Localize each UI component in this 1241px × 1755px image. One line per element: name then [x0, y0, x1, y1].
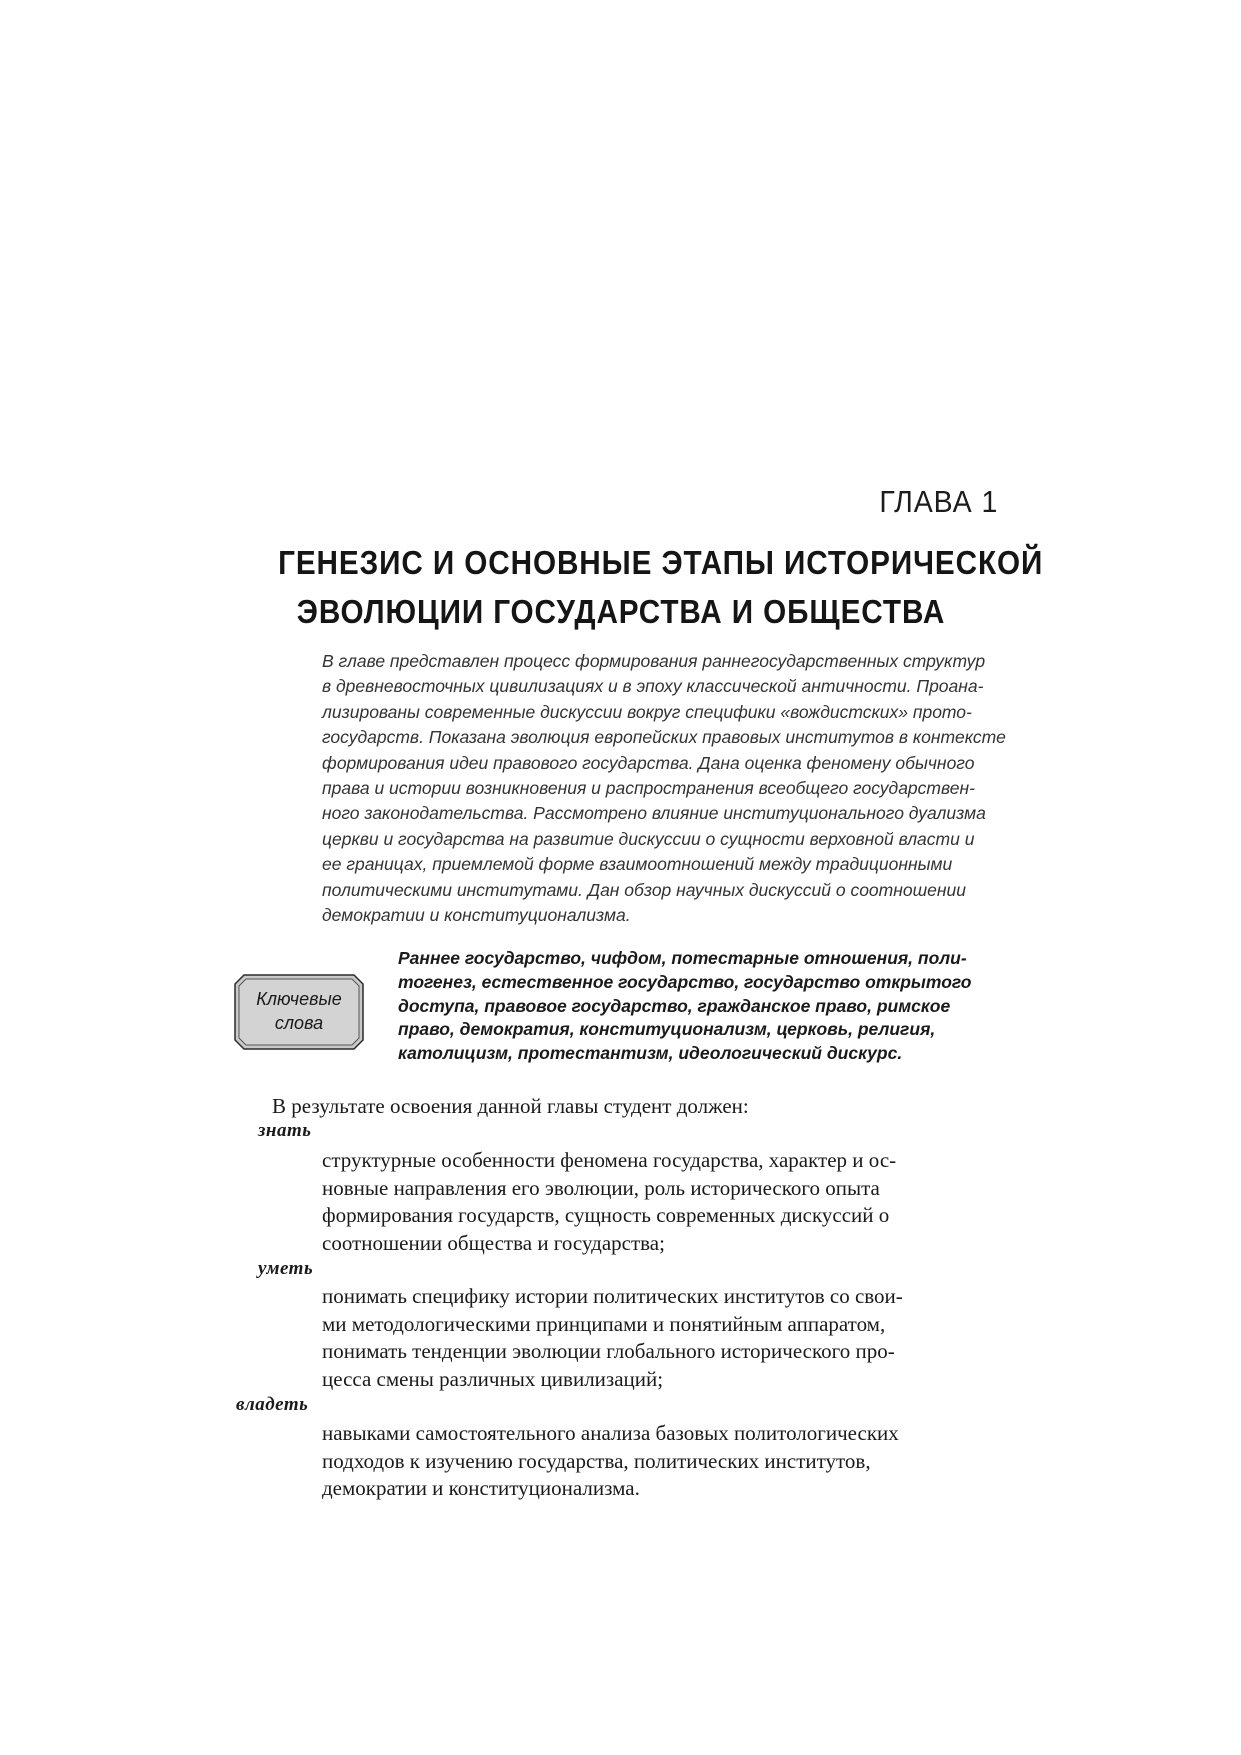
- abstract-line: государств. Показана эволюция европейских правовых институтов в контексте: [322, 727, 1006, 748]
- keywords-line: Раннее государство, чифдом, потестарные отношения, поли-: [398, 948, 967, 968]
- keywords-badge-label: [234, 987, 364, 1035]
- outcome-line: понимать тенденции эволюции глобального исторического про-: [322, 1339, 895, 1363]
- abstract-line: в древневосточных цивилизациях и в эпоху классической античности. Проана-: [322, 676, 984, 697]
- chapter-title-line: ЭВОЛЮЦИИ ГОСУДАРСТВА И ОБЩЕСТВА: [296, 593, 946, 630]
- keywords-badge: [234, 974, 364, 1050]
- outcome-line: цесса смены различных цивилизаций;: [322, 1366, 664, 1391]
- outcome-desc-can: [322, 1283, 1002, 1393]
- outcome-term-know: знать: [258, 1120, 312, 1141]
- keywords-line: католицизм, протестантизм, идеологический дискурс.: [398, 1043, 903, 1064]
- outcome-line: подходов к изучению государства, политических институтов,: [322, 1448, 871, 1473]
- keywords-list: [398, 947, 998, 1066]
- outcome-line: понимать специфику истории политических институтов со свои-: [322, 1284, 903, 1308]
- abstract-line: В главе представлен процесс формирования раннегосударственных структур: [322, 651, 986, 671]
- outcome-line: соотношении общества и государства;: [322, 1230, 665, 1255]
- outcome-line: навыками самостоятельного анализа базовых политологических: [322, 1421, 899, 1445]
- abstract-line: ного законодательства. Рассмотрено влияние институционального дуализма: [322, 803, 986, 824]
- keywords-line: тогенез, естественное государство, государство открытого: [398, 971, 972, 992]
- abstract-line: церкви и государства на развитие дискуссии о сущности верховной власти и: [322, 828, 975, 849]
- keywords-line: доступа, правовое государство, гражданское право, римское: [398, 995, 951, 1016]
- outcome-term-master: владеть: [236, 1394, 309, 1415]
- abstract-line: формирования идеи правового государства. Дана оценка феномену обычного: [322, 752, 975, 773]
- abstract-line: права и истории возникновения и распространения всеобщего государствен-: [322, 778, 975, 799]
- chapter-label: ГЛАВА 1: [879, 484, 998, 519]
- outcome-term-can: уметь: [258, 1258, 314, 1279]
- outcome-line: ми методологическими принципами и понятийным аппаратом,: [322, 1311, 886, 1336]
- abstract-line: политическими институтами. Дан обзор научных дискуссий о соотношении: [322, 879, 966, 900]
- chapter-abstract: [322, 649, 1006, 928]
- outcome-desc-master: [322, 1420, 1002, 1503]
- abstract-line: демократии и конституционализма.: [322, 905, 631, 926]
- chapter-title-line: ГЕНЕЗИС И ОСНОВНЫЕ ЭТАПЫ ИСТОРИЧЕСКОЙ: [278, 544, 1044, 581]
- keywords-line: право, демократия, конституционализм, церковь, религия,: [398, 1019, 936, 1040]
- outcome-line: формирования государств, сущность современных дискуссий о: [322, 1203, 890, 1227]
- abstract-line: лизированы современные дискуссии вокруг специфики «вождистских» прото-: [322, 701, 972, 722]
- badge-label-line: слова: [274, 1013, 324, 1033]
- outcome-line: новные направления его эволюции, роль исторического опыта: [322, 1175, 880, 1200]
- outcome-line: структурные особенности феномена государства, характер и ос-: [322, 1148, 897, 1172]
- abstract-line: ее границах, приемлемой форме взаимоотношений между традиционными: [322, 854, 953, 875]
- outcome-line: демократии и конституционализма.: [322, 1476, 640, 1500]
- chapter-title: [278, 538, 1044, 636]
- badge-label-line: Ключевые: [256, 989, 342, 1009]
- outcomes-intro: В результате освоения данной главы студент должен:: [272, 1094, 749, 1118]
- outcome-desc-know: [322, 1147, 1002, 1257]
